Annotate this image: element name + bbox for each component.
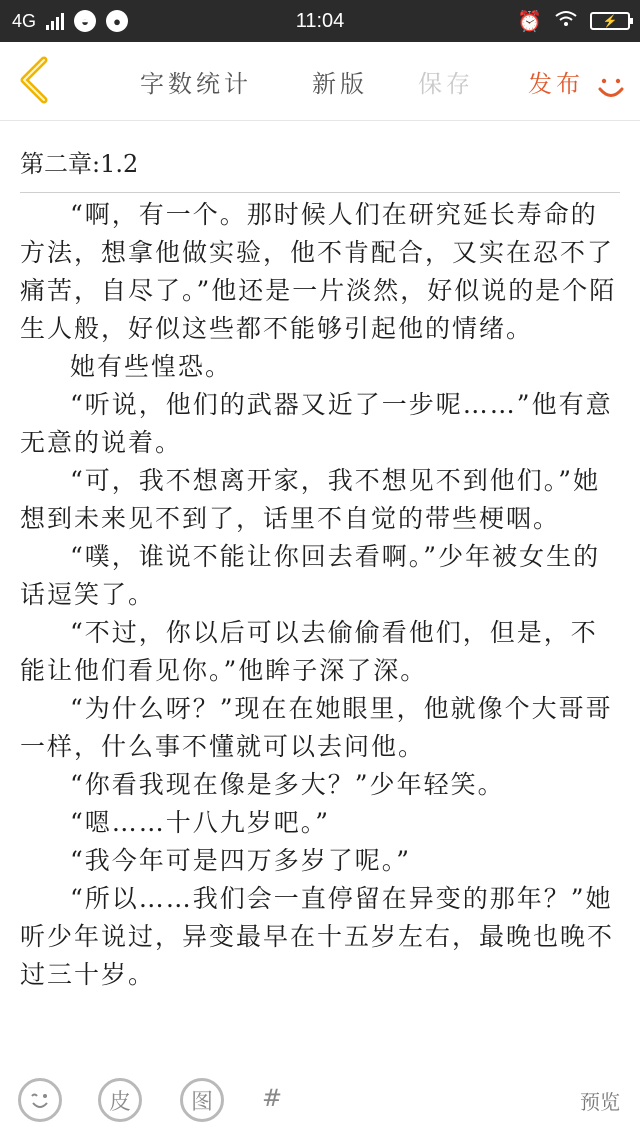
publish-button[interactable]: 发布: [528, 70, 584, 98]
alarm-icon: ⏰: [517, 10, 542, 33]
status-bar: [0, 0, 640, 42]
wechat-icon: ●: [106, 10, 128, 32]
paragraph: “所以……我们会一直停留在异变的那年？”她听少年说过，异变最早在十五岁左右，最晚也晚不过三十岁。: [20, 884, 615, 989]
emoji-button[interactable]: [18, 1078, 62, 1122]
editor-toolbar: [0, 42, 640, 121]
network-type: 4G: [12, 10, 37, 31]
new-version-button[interactable]: 新版: [312, 70, 368, 98]
paragraph: “啊，有一个。那时候人们在研究延长寿命的方法，想拿他做实验，他不肯配合，又实在忍不了痛苦，自尽了。”他还是一片淡然，好似说的是个陌生人般，好似这些都不能够引起他的情绪。: [20, 200, 617, 343]
skin-button[interactable]: 皮: [98, 1078, 142, 1122]
paragraph: “可，我不想离开家，我不想见不到他们。”她想到未来见不到了，话里不自觉的带些梗咽。: [20, 466, 601, 533]
paragraph: “不过，你以后可以去偷偷看他们，但是，不能让他们看见你。”他眸子深了深。: [20, 618, 598, 685]
paragraph: “听说，他们的武器又近了一步呢……”他有意无意的说着。: [20, 390, 613, 457]
battery-icon: ⚡: [590, 12, 630, 30]
preview-button[interactable]: 预览: [580, 1090, 620, 1114]
browser-icon: ◒: [74, 10, 96, 32]
smile-icon: [594, 70, 628, 104]
chapter-body-editor[interactable]: [0, 196, 640, 1068]
paragraph: “为什么呀？”现在在她眼里，他就像个大哥哥一样，什么事不懂就可以去问他。: [20, 694, 613, 761]
paragraph: “嗯……十八九岁吧。”: [70, 808, 331, 837]
image-button[interactable]: 图: [180, 1078, 224, 1122]
word-count-button[interactable]: 字数统计: [140, 70, 252, 98]
paragraph: “你看我现在像是多大？”少年轻笑。: [70, 770, 505, 799]
bottom-toolbar: [0, 1070, 640, 1138]
chapter-title: 第二章:1.2: [20, 150, 139, 178]
emoji-icon: [25, 1085, 55, 1115]
status-right: [517, 0, 630, 42]
save-button[interactable]: 保存: [418, 70, 474, 98]
hashtag-button[interactable]: #: [262, 1084, 283, 1112]
back-button[interactable]: [14, 54, 54, 106]
wifi-icon: [554, 10, 578, 33]
paragraph: “我今年可是四万多岁了呢。”: [70, 846, 412, 875]
paragraph: “噗，谁说不能让你回去看啊。”少年被女生的话逗笑了。: [20, 542, 601, 609]
chapter-title-field[interactable]: [20, 120, 620, 193]
chevron-left-icon: [14, 54, 54, 106]
clock: 11:04: [295, 10, 345, 32]
paragraph: 她有些惶恐。: [70, 352, 233, 381]
